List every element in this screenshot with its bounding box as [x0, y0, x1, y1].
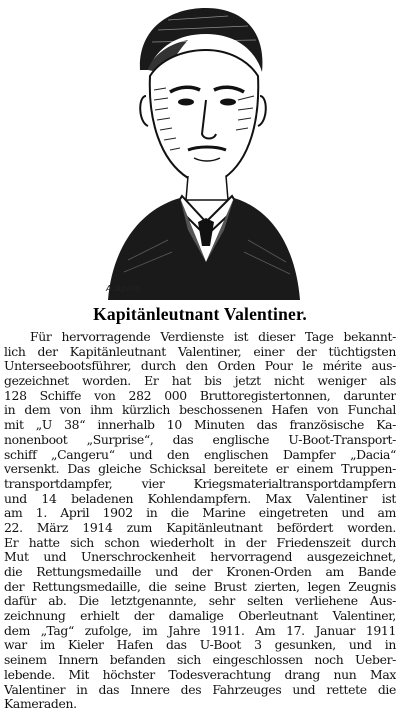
article-line: nonenboot „Surprise“, das englische U-Boot-Transport-	[4, 432, 396, 447]
article-line: gezeichnet worden. Er hat bis jetzt nicht weniger als	[4, 374, 396, 389]
article-line: lich der Kapitänleutnant Valentiner, einer der tüchtigsten	[4, 344, 396, 359]
article-line: 128 Schiffe von 282 000 Bruttoregistertonnen, darunter	[4, 388, 396, 403]
article-line: der Rettungsmedaille, die seine Brust zierten, legen Zeugnis	[4, 579, 396, 594]
article-line: dem „Tag“ zufolge, im Jahre 1911. Am 17. Januar 1911	[4, 623, 396, 638]
portrait-engraving	[88, 0, 312, 300]
article-line: 22. März 1914 zum Kapitänleutnant befördert worden.	[4, 520, 396, 535]
article-line: seinem Innern befanden sich eingeschlossen noch Ueber-	[4, 653, 396, 668]
article-line: am 1. April 1902 in die Marine eingetreten und am	[4, 506, 396, 521]
article-line: Unterseebootsführer, durch den Orden Pour le mérite aus-	[4, 359, 396, 374]
article-line: lebende. Mit höchster Todesverachtung drang nun Max	[4, 667, 396, 682]
article-line: schiff „Cangeru“ und den englischen Dampfer „Dacia“	[4, 447, 396, 462]
article-line: Er hatte sich schon wiederholt in der Friedenszeit durch	[4, 535, 396, 550]
article-line: die Rettungsmedaille und der Kronen-Orden am Bande	[4, 565, 396, 579]
article-line: versenkt. Das gleiche Schicksal bereitete er einem Truppen-	[4, 462, 396, 477]
article-line: dafür ab. Die letztgenannte, sehr selten verliehene Aus-	[4, 594, 396, 609]
article-line: Für hervorragende Verdienste ist dieser Tage bekannt-	[30, 330, 396, 344]
article-line: zeichnung erhielt der damalige Oberleutnant Valentiner,	[4, 609, 396, 624]
article-line: war im Kieler Hafen das U-Boot 3 gesunken, und in	[4, 638, 396, 653]
portrait-tie	[198, 218, 214, 246]
article-line: und 14 beladenen Kohlendampfern. Max Valentiner ist	[4, 491, 396, 506]
article-body	[4, 330, 396, 712]
article-line: Kameraden.	[4, 697, 77, 712]
portrait-signature: A.Aprim	[106, 284, 142, 293]
article-line: Valentiner in das Innere des Fahrzeuges und rettete die	[4, 682, 396, 697]
article-line: mit „U 38“ innerhalb 10 Minuten das französische Ka-	[4, 418, 396, 433]
article-headline: Kapitänleutnant Valentiner.	[93, 304, 307, 324]
article-line: transportdampfer, vier Kriegsmaterialtransportdampfern	[4, 476, 396, 491]
article-line: in dem von ihm kürzlich beschossenen Hafen von Funchal	[4, 403, 396, 418]
article-line: Mut und Unerschrockenheit hervorragend ausgezeichnet,	[4, 550, 396, 565]
